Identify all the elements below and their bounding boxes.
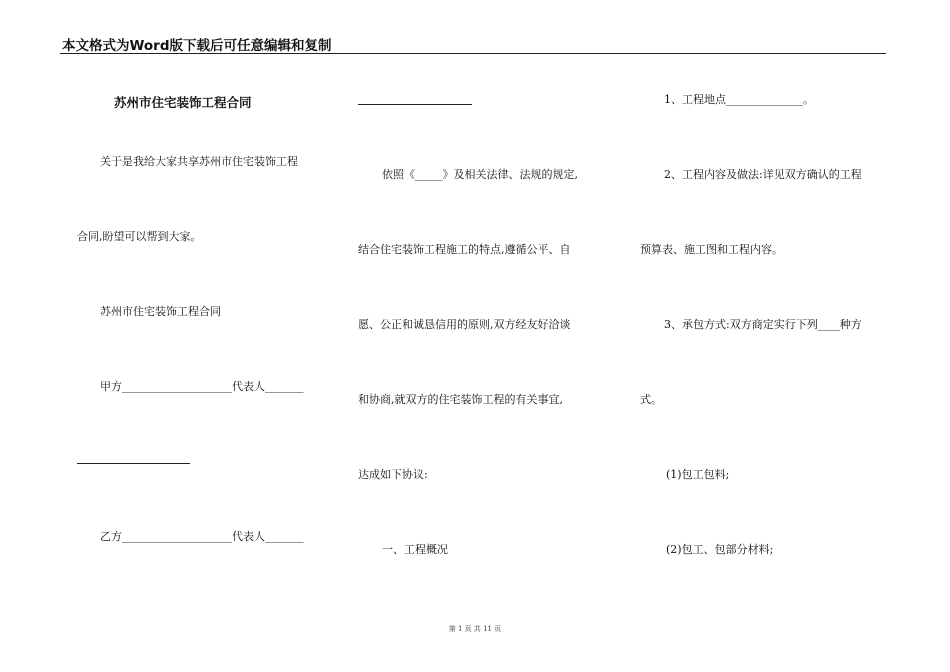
paragraph-line-3: 愿、公正和诚恳信用的原则,双方经友好洽谈 [358, 318, 571, 331]
blank-underline [77, 463, 190, 464]
header-rule [60, 53, 886, 54]
item-1-location: 1、工程地点______________。 [664, 93, 814, 106]
option-1: (1)包工包料; [666, 468, 730, 481]
party-a-line: 甲方____________________代表人_______ [100, 380, 304, 393]
intro-line-2: 合同,盼望可以帮到大家。 [77, 230, 202, 243]
contract-subtitle: 苏州市住宅装饰工程合同 [100, 305, 221, 318]
document-header: 本文格式为Word版下载后可任意编辑和复制 [62, 38, 332, 54]
paragraph-line-2: 结合住宅装饰工程施工的特点,遵循公平、自 [358, 243, 571, 256]
item-2-line-2: 预算表、施工图和工程内容。 [640, 243, 783, 256]
item-3-line-2: 式。 [640, 393, 662, 406]
blank-underline [358, 104, 472, 105]
item-2-line-1: 2、工程内容及做法:详见双方确认的工程 [664, 168, 862, 181]
intro-line-1: 关于是我给大家共享苏州市住宅装饰工程 [100, 155, 298, 168]
section-heading-1: 一、工程概况 [382, 543, 448, 556]
paragraph-line-5: 达成如下协议: [358, 468, 428, 481]
paragraph-line-1: 依照《_____》及相关法律、法规的规定, [382, 168, 578, 181]
item-3-line-1: 3、承包方式:双方商定实行下列____种方 [664, 318, 862, 331]
option-2: (2)包工、包部分材料; [666, 543, 774, 556]
document-title: 苏州市住宅装饰工程合同 [114, 95, 252, 110]
paragraph-line-4: 和协商,就双方的住宅装饰工程的有关事宜, [358, 393, 563, 406]
page-footer: 第 1 页 共 11 页 [448, 625, 502, 633]
party-b-line: 乙方____________________代表人_______ [100, 530, 304, 543]
